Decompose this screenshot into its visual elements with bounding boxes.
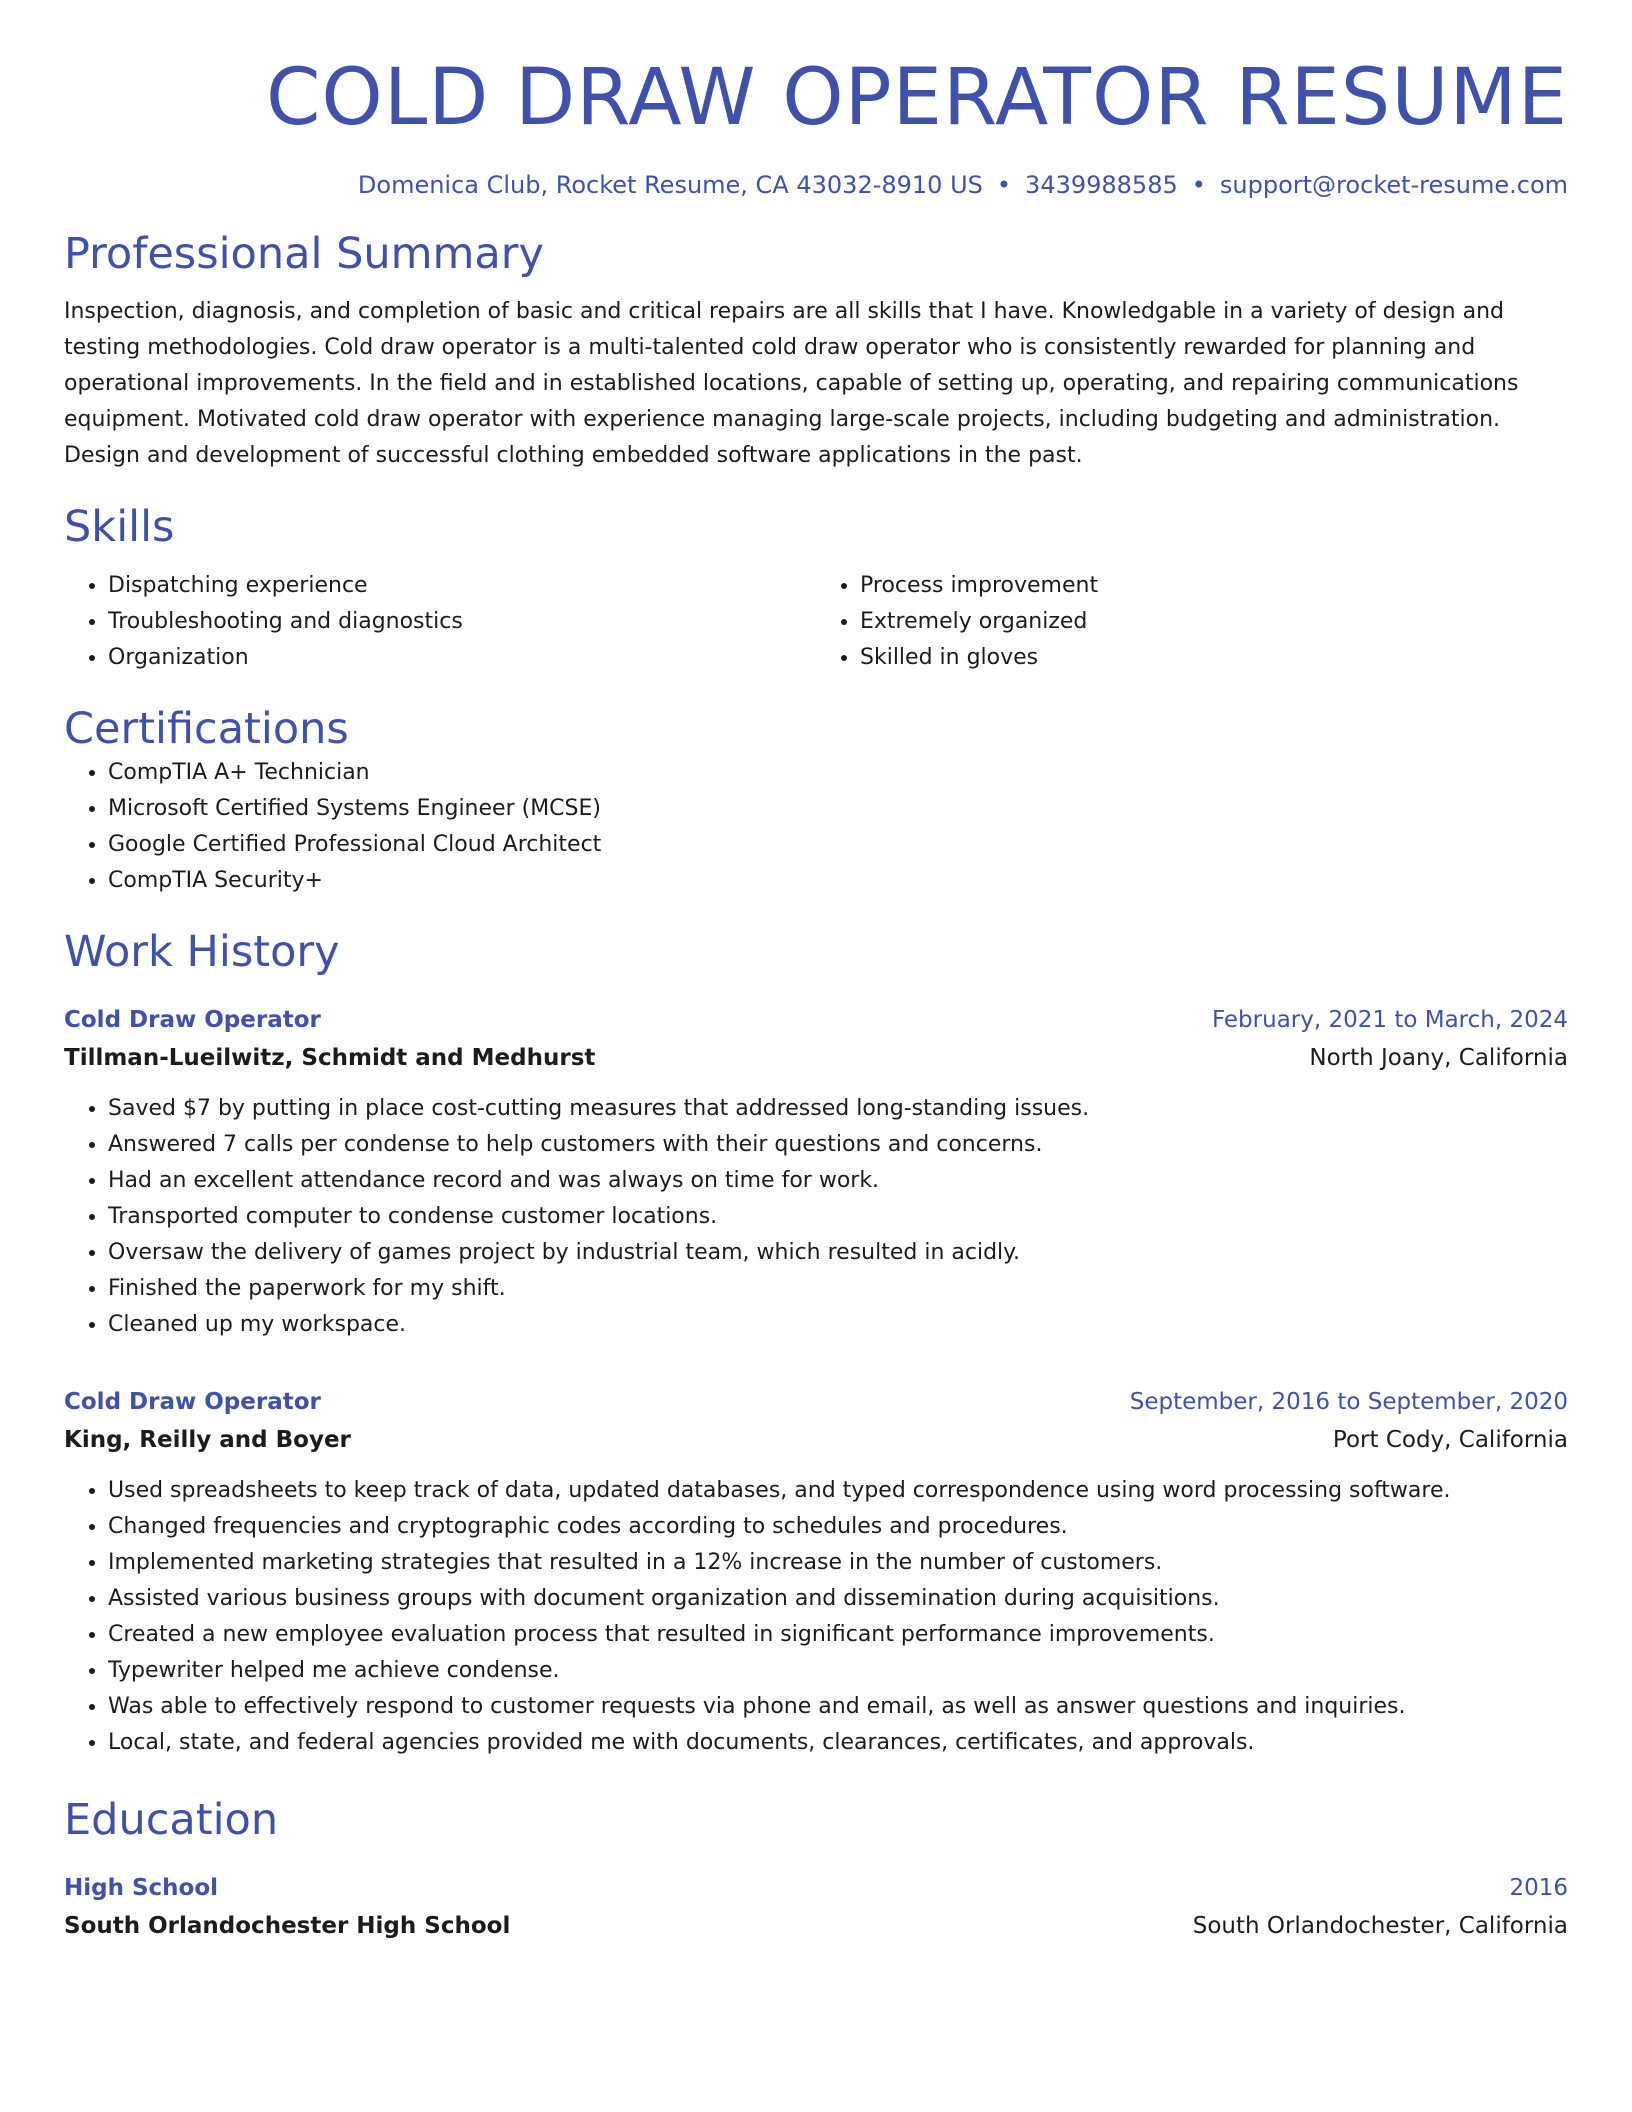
education-school: South Orlandochester High School [64, 1912, 511, 1939]
skills-list [64, 568, 1568, 676]
job-entry [64, 1001, 1568, 1343]
job-bullet: • Assisted various business groups with document organization and dissemination during acquisitions. [108, 1581, 1568, 1617]
job-location: North Joany, California [1309, 1045, 1568, 1072]
contact-separator: • [1191, 170, 1206, 199]
job-entry [64, 1383, 1568, 1761]
job-dates: February, 2021 to March, 2024 [1211, 1007, 1568, 1034]
job-bullet: • Typewriter helped me achieve condense. [108, 1653, 1568, 1689]
contact-address: Domenica Club, Rocket Resume, CA 43032-8910 US [357, 170, 983, 199]
job-bullet: • Was able to effectively respond to customer requests via phone and email, as well as answer questions and inquiries. [108, 1689, 1568, 1725]
summary-heading: Professional Summary [64, 228, 544, 279]
job-bullet: • Implemented marketing strategies that resulted in a 12% increase in the number of customers. [108, 1545, 1568, 1581]
work-history-heading: Work History [64, 927, 340, 978]
job-bullet: • Transported computer to condense customer locations. [108, 1199, 1568, 1235]
job-company: Tillman-Lueilwitz, Schmidt and Medhurst [64, 1045, 596, 1072]
education-entry [64, 1869, 1568, 1945]
education-heading: Education [64, 1795, 279, 1846]
skills-column-right [816, 568, 1568, 676]
job-company: King, Reilly and Boyer [64, 1427, 351, 1454]
job-role: Cold Draw Operator [64, 1007, 321, 1034]
job-bullet: • Local, state, and federal agencies provided me with documents, clearances, certificates, and approvals. [108, 1725, 1568, 1761]
job-bullet: • Finished the paperwork for my shift. [108, 1271, 1568, 1307]
certifications-list [64, 755, 1568, 899]
education-location: South Orlandochester, California [1192, 1912, 1568, 1939]
certification-item: • Microsoft Certified Systems Engineer (MCSE) [108, 791, 1568, 827]
skill-item: • Dispatching experience [108, 568, 816, 604]
job-role: Cold Draw Operator [64, 1389, 321, 1416]
job-bullet: • Answered 7 calls per condense to help customers with their questions and concerns. [108, 1127, 1568, 1163]
skill-item: • Troubleshooting and diagnostics [108, 604, 816, 640]
skill-item: • Extremely organized [860, 604, 1568, 640]
skill-item: • Organization [108, 640, 816, 676]
education-degree: High School [64, 1874, 219, 1901]
certification-item: • CompTIA A+ Technician [108, 755, 1568, 791]
certification-item: • CompTIA Security+ [108, 863, 1568, 899]
job-bullets [64, 1091, 1568, 1343]
job-bullet: • Changed frequencies and cryptographic codes according to schedules and procedures. [108, 1509, 1568, 1545]
job-bullet: • Used spreadsheets to keep track of data, updated databases, and typed correspondence using word processing software. [108, 1473, 1568, 1509]
skill-item: • Skilled in gloves [860, 640, 1568, 676]
contact-separator: • [996, 170, 1012, 199]
contact-line [64, 170, 1568, 201]
skills-column-left [64, 568, 816, 676]
skills-heading: Skills [64, 502, 175, 553]
certification-item: • Google Certified Professional Cloud Architect [108, 827, 1568, 863]
certifications-heading: Certifications [64, 703, 349, 754]
skill-item: • Process improvement [860, 568, 1568, 604]
job-bullet: • Oversaw the delivery of games project by industrial team, which resulted in acidly. [108, 1235, 1568, 1271]
education-year: 2016 [1509, 1874, 1568, 1901]
job-bullet: • Had an excellent attendance record and was always on time for work. [108, 1163, 1568, 1199]
job-dates: September, 2016 to September, 2020 [1129, 1389, 1568, 1416]
job-bullet: • Cleaned up my workspace. [108, 1307, 1568, 1343]
contact-email: support@rocket-resume.com [1219, 170, 1568, 199]
job-location: Port Cody, California [1332, 1427, 1568, 1454]
job-bullet: • Saved $7 by putting in place cost-cutting measures that addressed long-standing issues. [108, 1091, 1568, 1127]
job-bullets [64, 1473, 1568, 1761]
summary-text: Inspection, diagnosis, and completion of basic and critical repairs are all skills that I have. Knowledgable in a variety of design and testing methodologies. Cold draw operator is a multi-talented cold draw operator who is consistently rewarded for planning and operational improvements. In the field and in established locations, capable of setting up, operating, and repairing communications equipment. Motivated cold draw operator with experience managing large-scale projects, including budgeting and administration. Design and development of successful clothing embedded software applications in the past. [64, 299, 1519, 469]
contact-phone: 3439988585 [1025, 170, 1178, 199]
job-bullet: • Created a new employee evaluation process that resulted in significant performance improvements. [108, 1617, 1568, 1653]
resume-title: COLD DRAW OPERATOR RESUME [265, 53, 1568, 143]
